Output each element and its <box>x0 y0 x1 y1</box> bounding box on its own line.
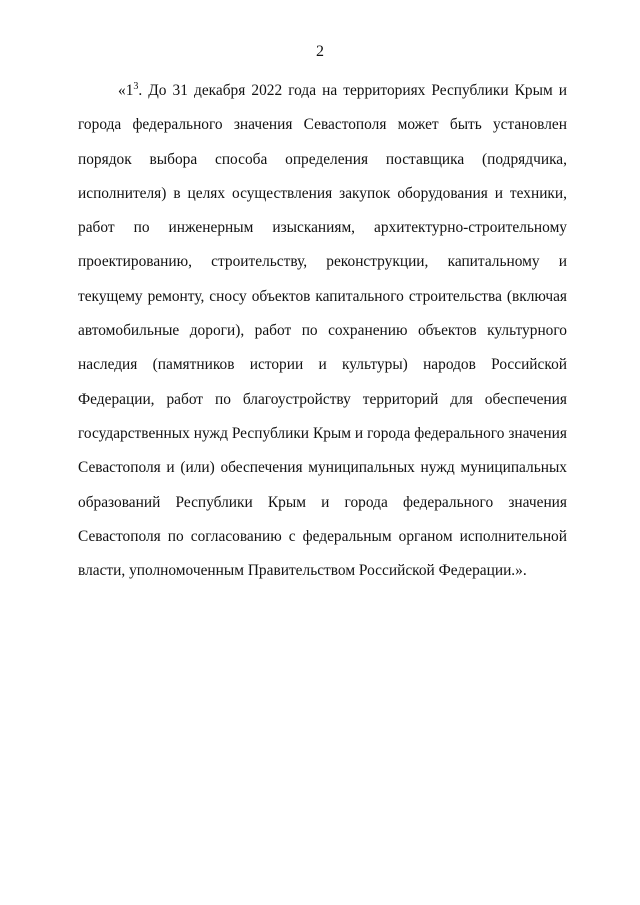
page-number: 2 <box>316 43 324 60</box>
amendment-paragraph <box>78 74 567 588</box>
item-number: «1 <box>118 82 134 99</box>
paragraph-text: . До 31 декабря 2022 года на территориях Республики Крым и города федерального значения Севастополя может быть установлен порядок выбора способа определения поставщика (подрядчика, исполнителя) в целях осуществления закупок оборудования и техники, работ по инженерным изысканиям, архитектурно-строительному проектированию, строительству, реконструкции, капитальному и текущему ремонту, сносу объектов капитального строительства (включая автомобильные дороги), работ по сохранению объектов культурного наследия (памятников истории и культуры) народов Российской Федерации, работ по благоустройству территорий для обеспечения государственных нужд Республики Крым и города федерального значения Севастополя и (или) обеспечения муниципальных нужд муниципальных образований Республики Крым и города федерального значения Севастополя по согласованию с федеральным органом исполнительной власти, уполномоченным Правительством Российской Федерации.». <box>78 82 567 580</box>
item-number-superscript: 3 <box>133 81 139 92</box>
